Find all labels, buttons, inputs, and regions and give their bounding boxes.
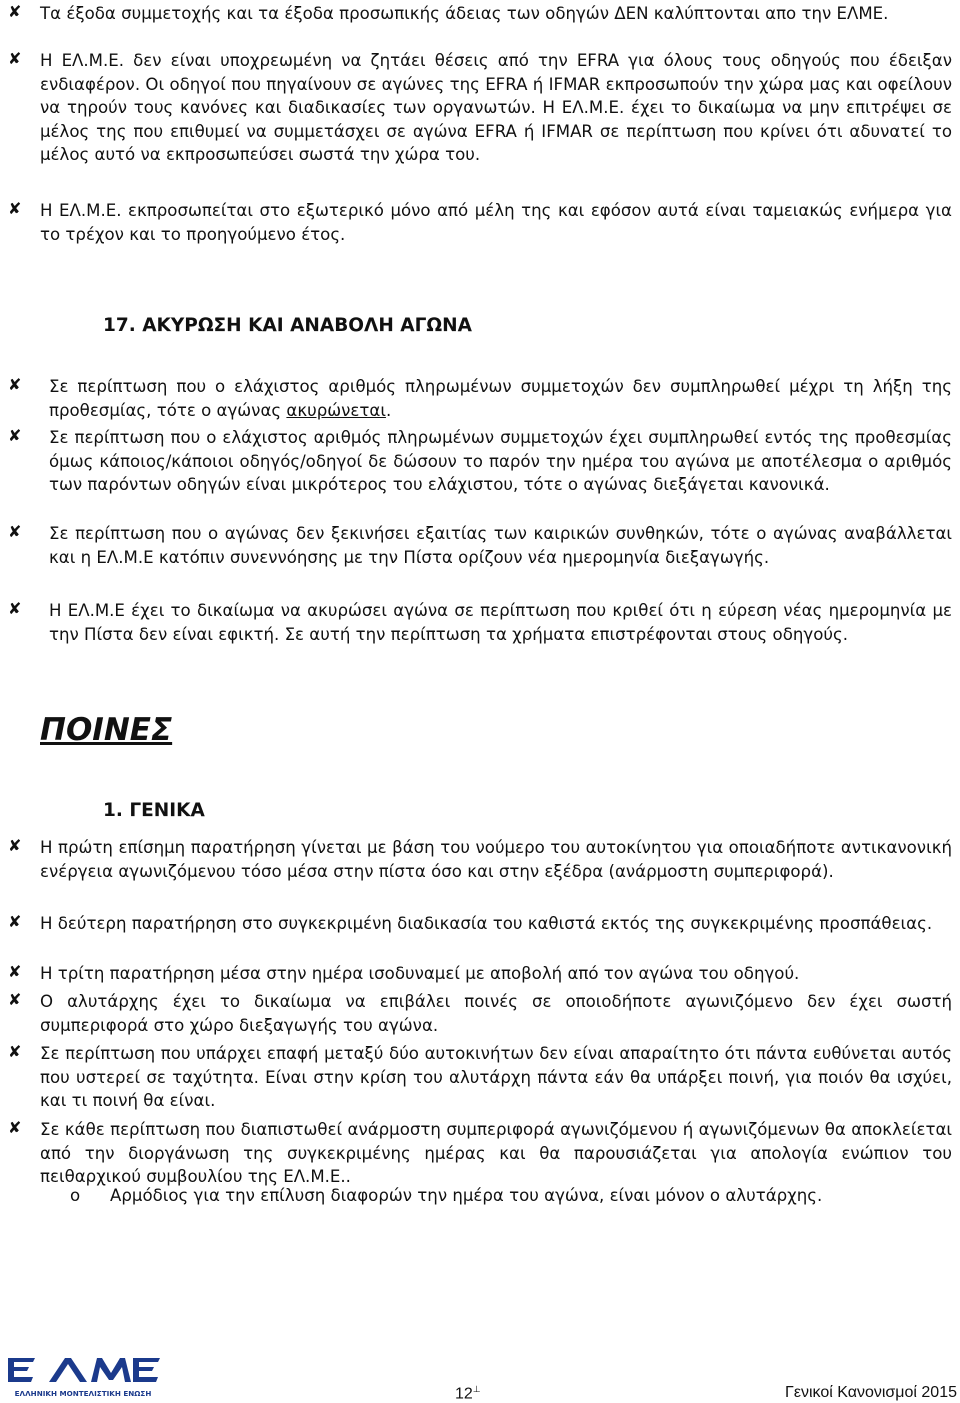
list-item (8, 836, 952, 883)
cross-bullet-icon: ✘ (8, 426, 22, 445)
list-item (8, 199, 952, 246)
cross-bullet-icon: ✘ (8, 990, 22, 1009)
cross-bullet-icon: ✘ (8, 199, 22, 218)
list-item-text: Η ΕΛ.Μ.Ε. εκπροσωπείται στο εξωτερικό μόνο από μέλη της και εφόσον αυτά είναι ταμειακώς ενήμερα για το τρέχον και το προηγούμενο έτος. (40, 201, 952, 244)
list-item (8, 912, 952, 936)
cross-bullet-icon: ✘ (8, 599, 22, 618)
list-item (8, 599, 952, 646)
page-mark: ⊥ (472, 1384, 481, 1394)
list-item (8, 375, 952, 422)
list-item (8, 426, 952, 497)
list-item-text: Σε περίπτωση που ο αγώνας δεν ξεκινήσει εξαιτίας των καιρικών συνθηκών, τότε ο αγώνας αναβάλλεται και η ΕΛ.Μ.Ε κατόπιν συνεννόησης με την Πίστα ορίζουν νέα ημερομηνία διεξαγωγής. (49, 524, 952, 567)
list-item (8, 1042, 952, 1113)
list-item-text: Ο αλυτάρχης έχει το δικαίωμα να επιβάλει ποινές σε οποιοδήποτε αγωνιζόμενο δεν έχει σωστή συμπεριφορά στο χώρο διεξαγωγής του αγώνα. (40, 992, 952, 1035)
page-title: ΠΟΙΝΕΣ (40, 712, 173, 748)
underlined-word: ακυρώνεται (286, 400, 386, 420)
list-item-text: Η ΕΛ.Μ.Ε έχει το δικαίωμα να ακυρώσει αγώνα σε περίπτωση που κριθεί ότι η εύρεση νέας ημερομηνία με την Πίστα δεν είναι εφικτή. Σε αυτή την περίπτωση τα χρήματα επιστρέφονται στους οδηγούς. (49, 601, 952, 644)
list-item (8, 962, 952, 986)
cross-bullet-icon: ✘ (8, 962, 22, 981)
list-item-text: Τα έξοδα συμμετοχής και τα έξοδα προσωπικής άδειας των οδηγών ΔΕΝ καλύπτονται απο την ΕΛΜΕ. (40, 4, 889, 23)
cross-bullet-icon: ✘ (8, 375, 22, 394)
sub-list-item-text: Αρμόδιος για την επίλυση διαφορών την ημέρα του αγώνα, είναι μόνον ο αλυτάρχης. (110, 1186, 823, 1205)
document-title: Γενικοί Κανονισμοί 2015 (785, 1384, 957, 1401)
cross-bullet-icon: ✘ (8, 49, 22, 68)
circle-bullet-icon: o (70, 1186, 81, 1205)
list-item (8, 49, 952, 167)
list-item-text: Η δεύτερη παρατήρηση στο συγκεκριμένη διαδικασία του καθιστά εκτός της συγκεκριμένης προσπάθειας. (40, 914, 933, 933)
list-item (8, 522, 952, 569)
list-item (8, 2, 952, 26)
page-number: 12⊥ (455, 1384, 481, 1403)
cross-bullet-icon: ✘ (8, 522, 22, 541)
list-item (8, 990, 952, 1037)
section-heading: 1. ΓΕΝΙΚΑ (103, 800, 205, 821)
cross-bullet-icon: ✘ (8, 2, 22, 21)
list-item-text: Η πρώτη επίσημη παρατήρηση γίνεται με βάση του νούμερο του αυτοκίνητου για οποιαδήποτε αντικανονική ενέργεια αγωνιζόμενου τόσο μέσα στην πίστα όσο και στην εξέδρα (ανάρμοστη συμπεριφορά). (40, 838, 952, 881)
list-item-text: Σε κάθε περίπτωση που διαπιστωθεί ανάρμοστη συμπεριφορά αγωνιζόμενου ή αγωνιζόμενων θα αποκλείεται από την διοργάνωση της συγκεκριμένης ημέρας και θα παρουσιάζεται για απολογία ενώπιον του πειθαρχικού συμβουλίου της ΕΛ.Μ.Ε.. (40, 1120, 952, 1186)
section-heading: 17. ΑΚΥΡΩΣΗ ΚΑΙ ΑΝΑΒΟΛΗ ΑΓΩΝΑ (103, 315, 472, 336)
list-item-text: Σε περίπτωση που ο ελάχιστος αριθμός πληρωμένων συμμετοχών έχει συμπληρωθεί εντός της προθεσμίας όμως κάποιος/κάποιοι οδηγός/οδηγοί δε δώσουν το παρόν την ημέρα του αγώνα με αποτέλεσμα ο αριθμός των παρόντων οδηγών είναι μικρότερος του ελάχιστου, τότε ο αγώνας διεξάγεται κανονικά. (49, 428, 952, 494)
list-item-text: Σε περίπτωση που υπάρχει επαφή μεταξύ δύο αυτοκινήτων δεν είναι απαραίτητο ότι πάντα ευθύνεται αυτός που υστερεί σε ταχύτητα. Είναι στην κρίση του αλυτάρχη πάντα εάν θα υπάρξει ποινή, για ποιόν θα ισχύει, και τι ποινή θα είναι. (40, 1044, 952, 1110)
list-item-text: Η ΕΛ.Μ.Ε. δεν είναι υποχρεωμένη να ζητάει θέσεις από την EFRA για όλους τους οδηγούς που έδειξαν ενδιαφέρον. Οι οδηγοί που πηγαίνουν σε αγώνες της EFRA ή IFMAR εκπροσωπούν την χώρα μας και οφείλουν να τηρούν τους κανόνες και διαδικασίες των οργανωτών. Η ΕΛ.Μ.Ε. έχει το δικαίωμα να μην επιτρέψει σε μέλος της που επιθυμεί να συμμετάσχει σε αγώνα EFRA ή IFMAR σε περίπτωση που κρίνει ότι αδυνατεί το μέλος αυτό να εκπροσωπεύσει σωστά την χώρα του. (40, 51, 952, 164)
list-item-text: Σε περίπτωση που ο ελάχιστος αριθμός πληρωμένων συμμετοχών δεν συμπληρωθεί μέχρι τη λήξη της προθεσμίας, τότε ο αγώνας ακυρώνεται. (49, 377, 952, 420)
logo-subtitle: ΕΛΛΗΝΙΚΗ ΜΟΝΤΕΛΙΣΤΙΚΗ ΕΝΩΣΗ (14, 1389, 152, 1398)
cross-bullet-icon: ✘ (8, 1118, 22, 1137)
cross-bullet-icon: ✘ (8, 1042, 22, 1061)
elme-logo (5, 1356, 161, 1400)
cross-bullet-icon: ✘ (8, 836, 22, 855)
cross-bullet-icon: ✘ (8, 912, 22, 931)
list-item (8, 1118, 952, 1189)
list-item-text: Η τρίτη παρατήρηση μέσα στην ημέρα ισοδυναμεί με αποβολή από τον αγώνα του οδηγού. (40, 964, 800, 983)
